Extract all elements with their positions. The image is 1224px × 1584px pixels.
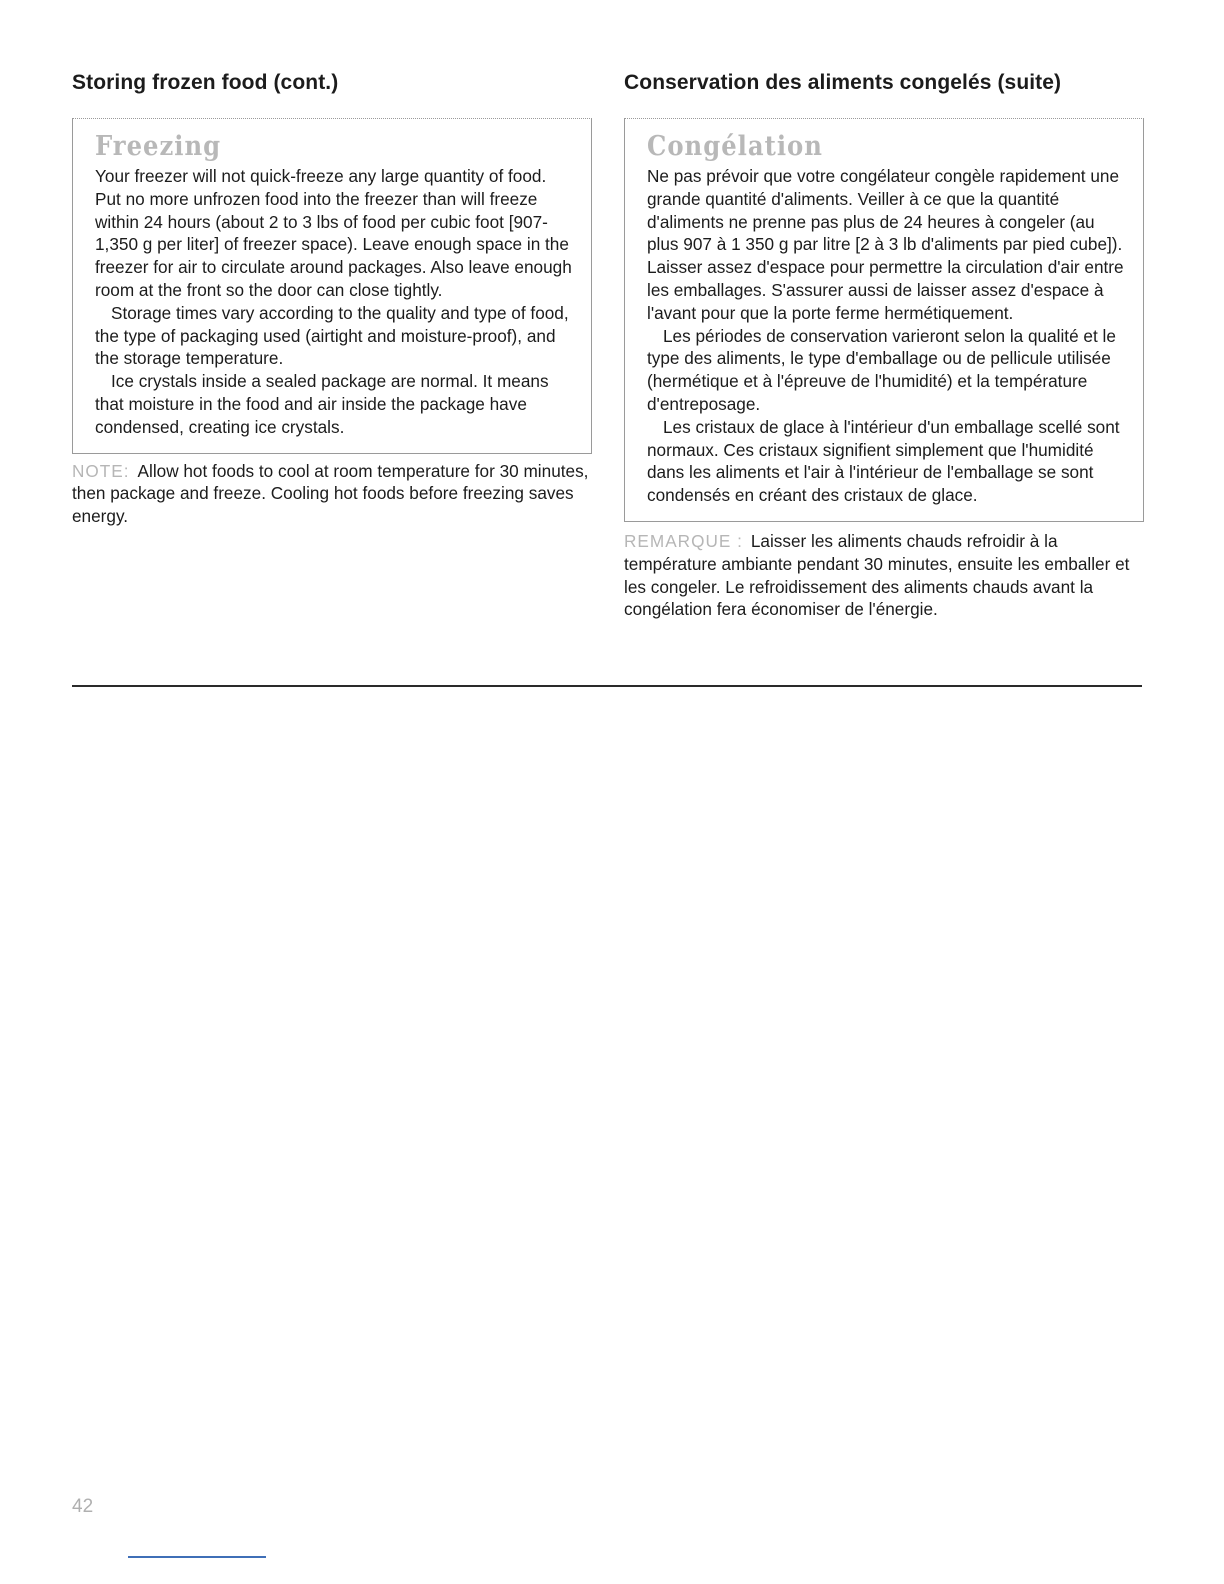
- freezing-paragraph-1: Your freezer will not quick-freeze any large quantity of food. Put no more unfrozen food into the freezer than will freeze within 24 hours (about 2 to 3 lbs of food per cubic foot [907-1,350 g per liter] of freezer space). Leave enough space in the freezer for air to circulate around packages. Also leave enough room at the front so the door can close tightly.: [95, 166, 572, 300]
- english-column: [72, 68, 592, 528]
- congelation-paragraph-3: Les cristaux de glace à l'intérieur d'un emballage scellé sont normaux. Ces cristaux signifient simplement que l'humidité dans les aliments et l'air à l'intérieur de l'emballage se sont condensés en créant des cristaux de glace.: [647, 416, 1120, 506]
- note-fr: [624, 530, 1144, 621]
- box-title-freezing: Freezing: [95, 131, 222, 162]
- page-number: 42: [72, 1496, 94, 1517]
- section-heading-fr: Conservation des aliments congelés (suite): [624, 71, 1062, 94]
- french-column: [624, 68, 1144, 621]
- congelation-paragraph-1: Ne pas prévoir que votre congélateur congèle rapidement une grande quantité d'aliments. Veiller à ce que la quantité d'aliments ne prenne pas plus de 24 heures à congeler (au plus 907 à 1 350 g par litre [2 à 3 lb d'aliments par pied cube]). Laisser assez d'espace pour permettre la circulation d'air entre les emballages. S'assurer aussi de laisser assez d'espace à l'avant pour que la porte ferme hermétiquement.: [647, 166, 1124, 323]
- note-text-fr: Laisser les aliments chauds refroidir à la température ambiante pendant 30 minutes, ensuite les emballer et les congeler. Le refroidissement des aliments chauds avant la congélation fera économiser de l'énergie.: [624, 530, 1130, 620]
- note-text-en: Allow hot foods to cool at room temperature for 30 minutes, then package and freeze. Cooling hot foods before freezing saves energy.: [72, 460, 589, 527]
- freezing-paragraph-2: Storage times vary according to the quality and type of food, the type of packaging used (airtight and moisture-proof), and the storage temperature.: [95, 302, 569, 369]
- freezing-paragraph-3: Ice crystals inside a sealed package are normal. It means that moisture in the food and air inside the package have condensed, creating ice crystals.: [95, 371, 549, 437]
- note-label-en: NOTE:: [72, 460, 130, 481]
- freezing-box: [72, 118, 592, 454]
- congelation-box: [624, 118, 1144, 522]
- section-divider: [72, 685, 1142, 687]
- note-label-fr: REMARQUE :: [624, 530, 743, 551]
- congelation-paragraph-2: Les périodes de conservation varieront selon la qualité et le type des aliments, le type d'emballage ou de pellicule utilisée (hermétique et à l'épreuve de l'humidité) et la température d'entreposage.: [647, 325, 1116, 414]
- section-heading-en: Storing frozen food (cont.): [72, 71, 339, 94]
- footer-line: [128, 1556, 266, 1558]
- box-title-congelation: Congélation: [647, 131, 823, 162]
- note-en: [72, 460, 592, 528]
